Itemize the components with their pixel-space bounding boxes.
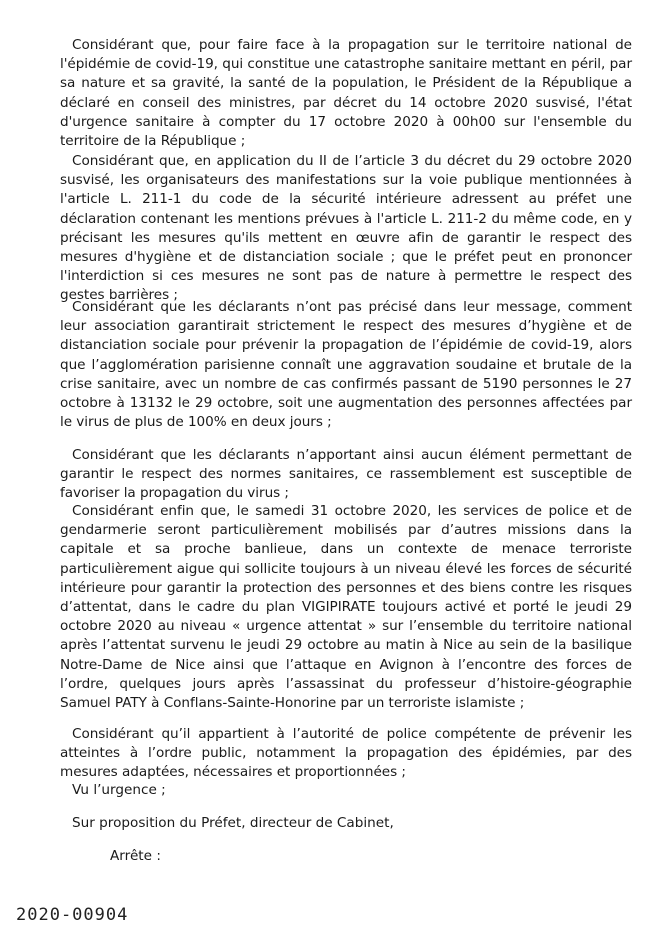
arrete-heading: Arrête :: [110, 848, 161, 864]
proposition-line: Sur proposition du Préfet, directeur de Cabinet,: [72, 815, 394, 831]
considerant-paragraph-5: Considérant enfin que, le samedi 31 octobre 2020, les services de police et de gendarmerie seront particulièrement mobilisés par d’autres missions dans la capitale et sa proche banlieue, dans un contexte de menace terroriste particulièrement aigue qui sollicite toujours à un niveau élevé les forces de sécurité intérieure pour garantir la protection des personnes et des biens contre les risques d’attentat, dans le cadre du plan VIGIPIRATE toujours activé et porté le jeudi 29 octobre 2020 au niveau « urgence attentat » sur l’ensemble du territoire national après l’attentat survenu le jeudi 29 octobre au matin à Nice au sein de la basilique Notre-Dame de Nice ainsi que l’attaque en Avignon à l’encontre des forces de l’ordre, quelques jours après l’assassinat du professeur d’histoire-géographie Samuel PATY à Conflans-Sainte-Honorine par un terroriste islamiste ;: [60, 503, 632, 712]
considerant-paragraph-2: Considérant que, en application du II de l’article 3 du décret du 29 octobre 2020 susvisé, les organisateurs des manifestations sur la voie publique mentionnées à l'article L. 211-1 du code de la sécurité intérieure adressent au préfet une déclaration contenant les mentions prévues à l'article L. 211-2 du même code, en y précisant les mesures qu'ils mettent en œuvre afin de garantir le respect des mesures d'hygiène et de distanciation sociale ; que le préfet peut en prononcer l'interdiction si ces mesures ne sont pas de nature à permettre le respect des gestes barrières ;: [60, 153, 632, 304]
considerant-paragraph-1: Considérant que, pour faire face à la propagation sur le territoire national de l'épidémie de covid-19, qui constitue une catastrophe sanitaire mettant en péril, par sa nature et sa gravité, la santé de la population, le Président de la République a déclaré en conseil des ministres, par décret du 14 octobre 2020 susvisé, l'état d'urgence sanitaire à compter du 17 octobre 2020 à 00h00 sur l'ensemble du territoire de la République ;: [60, 37, 632, 150]
document-number: 2020-00904: [16, 905, 129, 925]
vu-urgence-line: Vu l’urgence ;: [72, 782, 166, 798]
considerant-paragraph-6: Considérant qu’il appartient à l’autorité de police compétente de prévenir les atteintes à l’ordre public, notamment la propagation des épidémies, par des mesures adaptées, nécessaires et proportionnées ;: [60, 726, 632, 781]
considerant-paragraph-4: Considérant que les déclarants n’apportant ainsi aucun élément permettant de garantir le respect des normes sanitaires, ce rassemblement est susceptible de favoriser la propagation du virus ;: [60, 447, 632, 502]
considerant-paragraph-3: Considérant que les déclarants n’ont pas précisé dans leur message, comment leur association garantirait strictement le respect des mesures d’hygiène et de distanciation sociale pour prévenir la propagation de l’épidémie de covid-19, alors que l’agglomération parisienne connaît une aggravation soudaine et brutale de la crise sanitaire, avec un nombre de cas confirmés passant de 5190 personnes le 27 octobre à 13132 le 29 octobre, soit une augmentation des personnes affectées par le virus de plus de 100% en deux jours ;: [60, 299, 632, 431]
